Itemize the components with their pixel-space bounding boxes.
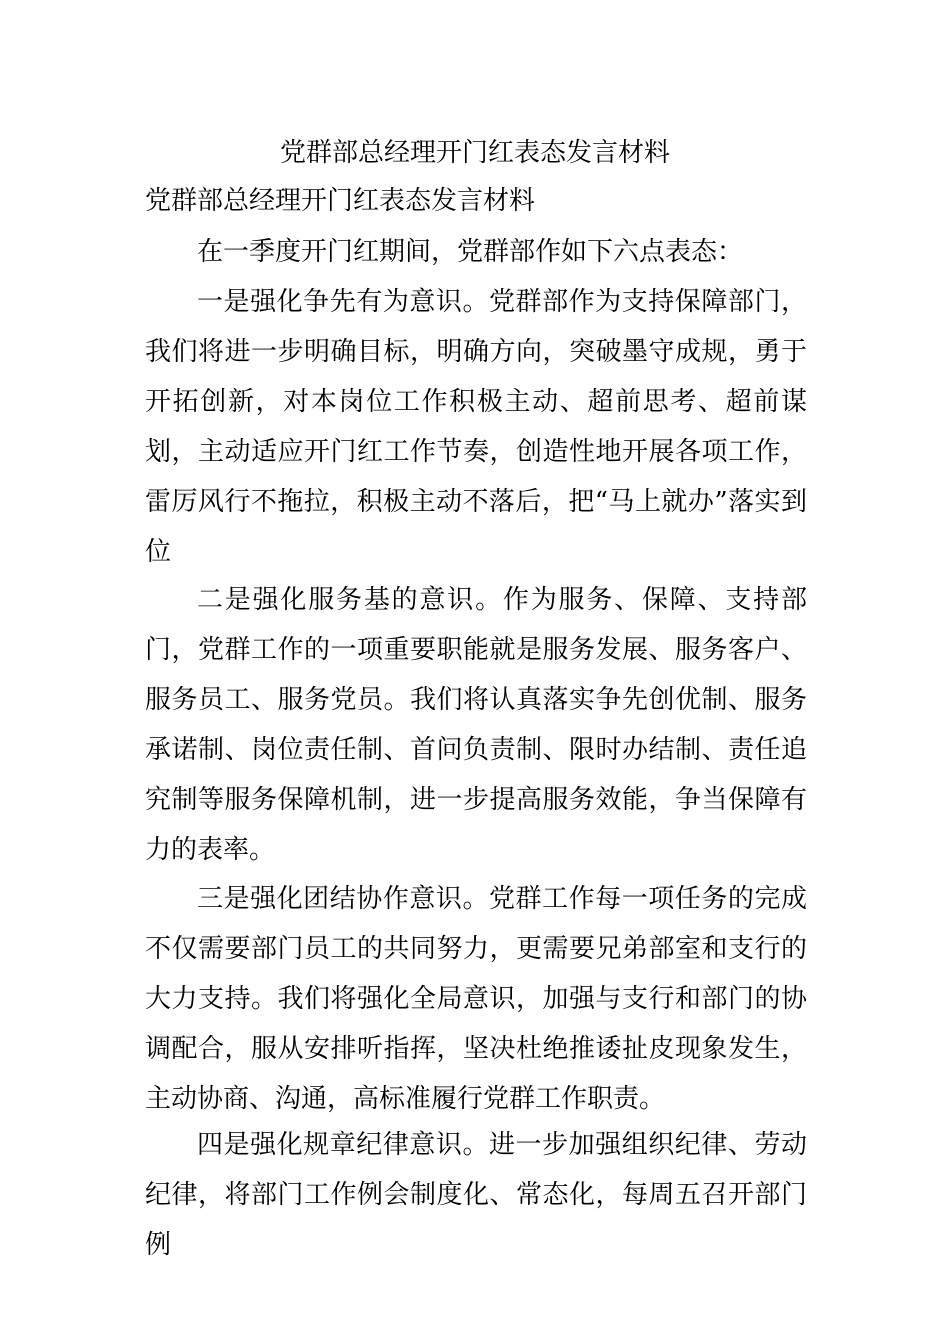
paragraph-4: 四是强化规章纪律意识。进一步加强组织纪律、劳动纪律，将部门工作例会制度化、常态化，每周五召开部门例 [145,1130,807,1260]
paragraph-1: 一是强化争先有为意识。党群部作为支持保障部门，我们将进一步明确目标，明确方向，突破墨守成规，勇于开拓创新，对本岗位工作积极主动、超前思考、超前谋划，主动适应开门红工作节奏，创造性地开展各项工作，雷厉风行不拖拉，积极主动不落后，把“马上就办”落实到位 [145,287,807,567]
paragraph-intro: 在一季度开门红期间，党群部作如下六点表态： [197,237,744,267]
document-title: 党群部总经理开门红表态发言材料 [279,138,670,168]
paragraph-2: 二是强化服务基的意识。作为服务、保障、支持部门，党群工作的一项重要职能就是服务发展、服务客户、服务员工、服务党员。我们将认真落实争先创优制、服务承诺制、岗位责任制、首问负责制、限时办结制、责任追究制等服务保障机制，进一步提高服务效能，争当保障有力的表率。 [145,585,807,865]
paragraph-3: 三是强化团结协作意识。党群工作每一项任务的完成不仅需要部门员工的共同努力，更需要兄弟部室和支行的大力支持。我们将强化全局意识，加强与支行和部门的协调配合，服从安排听指挥，坚决杜绝推诿扯皮现象发生，主动协商、沟通，高标准履行党群工作职责。 [145,884,807,1114]
document-subtitle: 党群部总经理开门红表态发言材料 [145,186,536,216]
